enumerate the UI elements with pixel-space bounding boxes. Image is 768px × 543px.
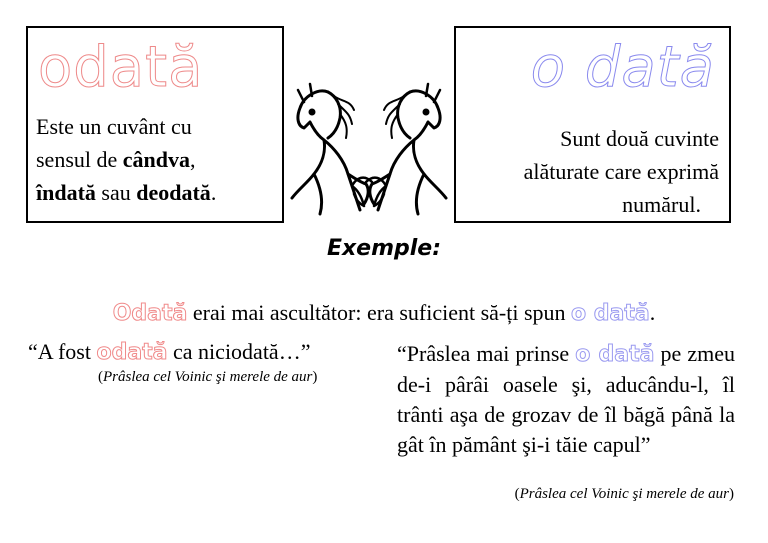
def-right-line-1: Sunt două cuvinte [560,126,719,151]
word-o-data: o dată [530,35,715,100]
paren-close: ) [312,369,318,385]
quote-right [397,339,735,460]
word-odata: odată [38,35,204,100]
source-title: Prâslea cel Voinic şi merele de aur [103,369,313,385]
synonym-deodata: deodată [136,180,211,205]
def-sau: sau [95,180,137,205]
quote-left-text-1: “A fost [28,339,97,364]
def-line-1: Este un cuvânt cu [36,114,192,139]
highlight-o-data: o dată [575,342,655,367]
def-comma: , [190,147,196,172]
quote-right-text-1: “Prâslea mai prinse [397,341,576,366]
quote-source-right [515,486,734,503]
def-right-line-3: numărul. [622,192,701,217]
def-line-2a: sensul de [36,147,123,172]
source-title: Prâslea cel Voinic şi merele de aur [519,486,729,502]
highlight-odata: Odată [112,301,188,326]
highlight-o-data: o dată [571,301,650,326]
paren-open: ( [514,486,520,502]
examples-heading: Exemple: [326,236,442,261]
quote-source-left [98,369,317,386]
def-period: . [210,180,217,205]
horses-image [284,82,454,228]
example-text-2: . [649,300,656,325]
example-sentence [0,300,768,326]
paren-close: ) [729,486,734,502]
synonym-candva: cândva [122,147,191,172]
def-right-line-2: alăturate care exprimă [523,159,719,184]
example-text-1: erai mai ascultător: era suficient să-ți spun [187,300,572,325]
definition-box-o-data [454,26,731,223]
quote-right-text-2: pe zmeu de-i pârâi oasele şi, aducându-l, îl trânti aşa de grozav de îl băgă până la gât în pământ şi-i tăie capul” [397,341,735,457]
synonym-indata: îndată [36,180,96,205]
definition-box-odata [26,26,284,223]
quote-left [28,339,310,365]
quote-left-text-2: ca niciodată…” [167,339,311,364]
horse-right [352,84,446,214]
highlight-odata: odată [96,340,168,365]
horse-left [292,84,386,214]
definition-odata [36,110,216,209]
definition-o-data [524,122,719,221]
paren-open: ( [98,369,103,385]
